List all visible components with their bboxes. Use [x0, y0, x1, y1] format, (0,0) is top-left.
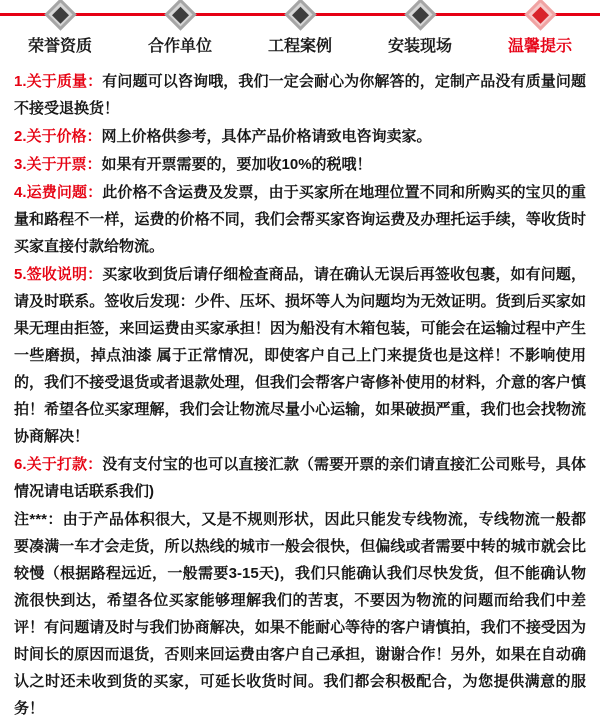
diamond-icon: [284, 0, 317, 31]
notice-label: 2.关于价格：: [14, 128, 102, 145]
tab-label: 安装现场: [387, 38, 452, 55]
tab-bar: [0, 0, 600, 58]
tab-honor-credentials[interactable]: [0, 0, 120, 58]
tab-warm-tips[interactable]: [480, 0, 600, 58]
notice-receiving: [14, 261, 586, 450]
diamond-icon: [524, 0, 557, 31]
tips-content: [0, 58, 600, 722]
notice-label: 注***：: [14, 511, 63, 528]
notice-text: 如果有开票需要的，要加收10%的税哦！: [101, 156, 372, 173]
diamond-icon: [404, 0, 437, 31]
notice-text: 买家收到货后请仔细检查商品，请在确认无误后再签收包裹，如有问题，请及时联系。签收后发现：少件、压坏、损坏等人为问题均为无效证明。货到后买家如果无理由拒签，来回运费由买家承担！因为船没有木箱包装，可能会在运输过程中产生一些磨损，掉点油漆 属于正常情况，即使客户自己上门来提货也是这样！不影响使用的，我们不接受退货或者退款处理，但我们会帮客户寄修补使用的材料，介意的客户慎拍！希望各位买家理解，我们会让物流尽量小心运输，如果破损严重，我们也会找物流协商解决！: [14, 266, 586, 445]
notice-text: 没有支付宝的也可以直接汇款（需要开票的亲们请直接汇公司账号，具体情况请电话联系我们): [14, 456, 586, 500]
tab-label: 工程案例: [267, 38, 332, 55]
notice-label: 4.运费问题：: [14, 184, 103, 201]
notice-text: 此价格不含运费及发票，由于买家所在地理位置不同和所购买的宝贝的重量和路程不一样，运费的价格不同，我们会帮买家咨询运费及办理托运手续，等收货时买家直接付款给物流。: [14, 184, 586, 255]
notice-label: 5.签收说明：: [14, 266, 103, 283]
notice-label: 6.关于打款：: [14, 456, 103, 473]
tab-partners[interactable]: [120, 0, 240, 58]
notice-quality: [14, 68, 586, 122]
tab-project-cases[interactable]: [240, 0, 360, 58]
notice-text: 网上价格供参考，具体产品价格请致电咨询卖家。: [101, 128, 432, 145]
diamond-icon: [44, 0, 77, 31]
notice-text: 由于产品体积很大，又是不规则形状，因此只能发专线物流，专线物流一般都要凑满一车才会走货，所以热线的城市一般会很快，但偏线或者需要中转的城市就会比较慢（根据路程远近，一般需要3-15天)，我们只能确认我们尽快发货，但不能确认物流很快到达，希望各位买家能够理解我们的苦衷，不要因为物流的问题而给我们中差评！有问题请及时与我们协商解决，如果不能耐心等待的客户请慎拍，我们不接受因为时间长的原因而退货，否则来回运费由客户自己承担，谢谢合作！另外，如果在自动确认之时还未收到货的买家，可延长收货时间。我们都会积极配合，为您提供满意的服务！: [14, 511, 586, 717]
notice-text: 有问题可以咨询哦，我们一定会耐心为你解答的，定制产品没有质量问题不接受退换货！: [14, 73, 586, 117]
notice-payment: [14, 451, 586, 505]
notice-price: [14, 123, 586, 150]
tab-label: 合作单位: [147, 38, 212, 55]
notice-label: 1.关于质量：: [14, 73, 103, 90]
tab-installation-site[interactable]: [360, 0, 480, 58]
notice-label: 3.关于开票：: [14, 156, 102, 173]
notice-shipping-fee: [14, 179, 586, 260]
tab-label: 温馨提示: [507, 38, 572, 55]
diamond-icon: [164, 0, 197, 31]
notice-invoice: [14, 151, 586, 178]
tab-label: 荣誉资质: [27, 38, 92, 55]
notice-logistics-note: [14, 506, 586, 722]
